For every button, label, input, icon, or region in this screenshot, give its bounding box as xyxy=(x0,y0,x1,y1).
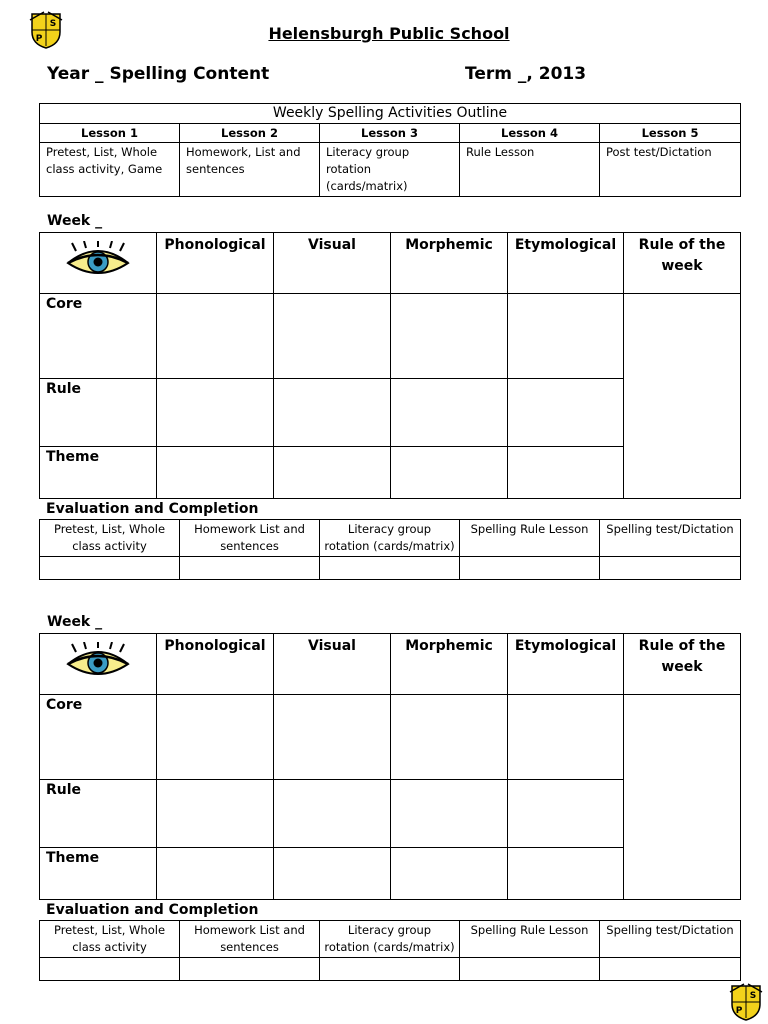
col-phonological: Phonological xyxy=(157,233,274,294)
week-table xyxy=(39,633,741,900)
lesson-4-title: Lesson 4 xyxy=(460,124,600,143)
eye-icon xyxy=(64,241,132,281)
cell[interactable] xyxy=(391,780,508,848)
cell[interactable] xyxy=(274,294,391,379)
col-etymological: Etymological xyxy=(508,233,624,294)
col-visual: Visual xyxy=(274,634,391,695)
rule-of-week-cell[interactable] xyxy=(624,695,741,900)
lesson-3-desc: Literacy group rotation (cards/matrix) xyxy=(320,143,460,197)
cell[interactable] xyxy=(391,695,508,780)
outline-caption: Weekly Spelling Activities Outline xyxy=(40,104,741,124)
evaluation-title: Evaluation and Completion xyxy=(46,501,259,517)
eval-item: Spelling Rule Lesson xyxy=(460,520,600,557)
cell[interactable] xyxy=(508,294,624,379)
eval-item: Pretest, List, Whole class activity xyxy=(40,921,180,958)
cell[interactable] xyxy=(508,780,624,848)
col-etymological: Etymological xyxy=(508,634,624,695)
eval-check-cell[interactable] xyxy=(320,958,460,981)
cell[interactable] xyxy=(508,848,624,900)
eval-item: Literacy group rotation (cards/matrix) xyxy=(320,520,460,557)
cell[interactable] xyxy=(274,780,391,848)
cell[interactable] xyxy=(274,848,391,900)
eval-check-cell[interactable] xyxy=(40,958,180,981)
svg-text:S: S xyxy=(749,991,757,1001)
lesson-5-desc: Post test/Dictation xyxy=(600,143,741,197)
eval-item: Spelling test/Dictation xyxy=(600,520,741,557)
cell[interactable] xyxy=(391,379,508,447)
eval-check-cell[interactable] xyxy=(40,557,180,580)
cell[interactable] xyxy=(157,379,274,447)
cell[interactable] xyxy=(391,447,508,499)
term-heading: Term _, 2013 xyxy=(465,64,587,84)
eval-item: Homework List and sentences xyxy=(180,520,320,557)
row-theme: Theme xyxy=(40,848,157,900)
eval-item: Literacy group rotation (cards/matrix) xyxy=(320,921,460,958)
lesson-2-title: Lesson 2 xyxy=(180,124,320,143)
eval-item: Pretest, List, Whole class activity xyxy=(40,520,180,557)
row-core: Core xyxy=(40,695,157,780)
cell[interactable] xyxy=(157,294,274,379)
cell[interactable] xyxy=(274,379,391,447)
eye-cell xyxy=(40,233,157,294)
cell[interactable] xyxy=(157,848,274,900)
eval-item: Spelling Rule Lesson xyxy=(460,921,600,958)
eval-check-cell[interactable] xyxy=(180,557,320,580)
lesson-1-title: Lesson 1 xyxy=(40,124,180,143)
row-theme: Theme xyxy=(40,447,157,499)
eval-check-cell[interactable] xyxy=(460,958,600,981)
school-title: Helensburgh Public School xyxy=(268,24,510,43)
eval-check-cell[interactable] xyxy=(460,557,600,580)
cell[interactable] xyxy=(391,848,508,900)
lesson-4-desc: Rule Lesson xyxy=(460,143,600,197)
eval-check-cell[interactable] xyxy=(320,557,460,580)
svg-text:P: P xyxy=(735,1006,743,1016)
cell[interactable] xyxy=(157,780,274,848)
cell[interactable] xyxy=(157,447,274,499)
eval-check-cell[interactable] xyxy=(180,958,320,981)
col-rule-of-week: Rule of the week xyxy=(624,233,741,294)
weekly-outline-table xyxy=(39,103,741,197)
lesson-2-desc: Homework, List and sentences xyxy=(180,143,320,197)
lesson-5-title: Lesson 5 xyxy=(600,124,741,143)
evaluation-title: Evaluation and Completion xyxy=(46,902,259,918)
cell[interactable] xyxy=(508,379,624,447)
eval-item: Homework List and sentences xyxy=(180,921,320,958)
row-rule: Rule xyxy=(40,379,157,447)
svg-text:P: P xyxy=(35,34,43,44)
week-table xyxy=(39,232,741,499)
svg-text:S: S xyxy=(49,19,57,29)
col-morphemic: Morphemic xyxy=(391,634,508,695)
row-rule: Rule xyxy=(40,780,157,848)
cell[interactable] xyxy=(274,695,391,780)
lesson-1-desc: Pretest, List, Whole class activity, Game xyxy=(40,143,180,197)
lesson-3-title: Lesson 3 xyxy=(320,124,460,143)
cell[interactable] xyxy=(508,447,624,499)
eye-cell xyxy=(40,634,157,695)
evaluation-table xyxy=(39,920,741,981)
eval-check-cell[interactable] xyxy=(600,958,741,981)
year-heading: Year _ Spelling Content xyxy=(47,64,270,84)
evaluation-table xyxy=(39,519,741,580)
week-label: Week _ xyxy=(47,614,103,630)
row-core: Core xyxy=(40,294,157,379)
cell[interactable] xyxy=(391,294,508,379)
rule-of-week-cell[interactable] xyxy=(624,294,741,499)
week-label: Week _ xyxy=(47,213,103,229)
cell[interactable] xyxy=(508,695,624,780)
col-rule-of-week: Rule of the week xyxy=(624,634,741,695)
col-phonological: Phonological xyxy=(157,634,274,695)
eval-check-cell[interactable] xyxy=(600,557,741,580)
school-logo xyxy=(726,982,766,1022)
cell[interactable] xyxy=(274,447,391,499)
col-visual: Visual xyxy=(274,233,391,294)
cell[interactable] xyxy=(157,695,274,780)
eval-item: Spelling test/Dictation xyxy=(600,921,741,958)
col-morphemic: Morphemic xyxy=(391,233,508,294)
eye-icon xyxy=(64,642,132,682)
